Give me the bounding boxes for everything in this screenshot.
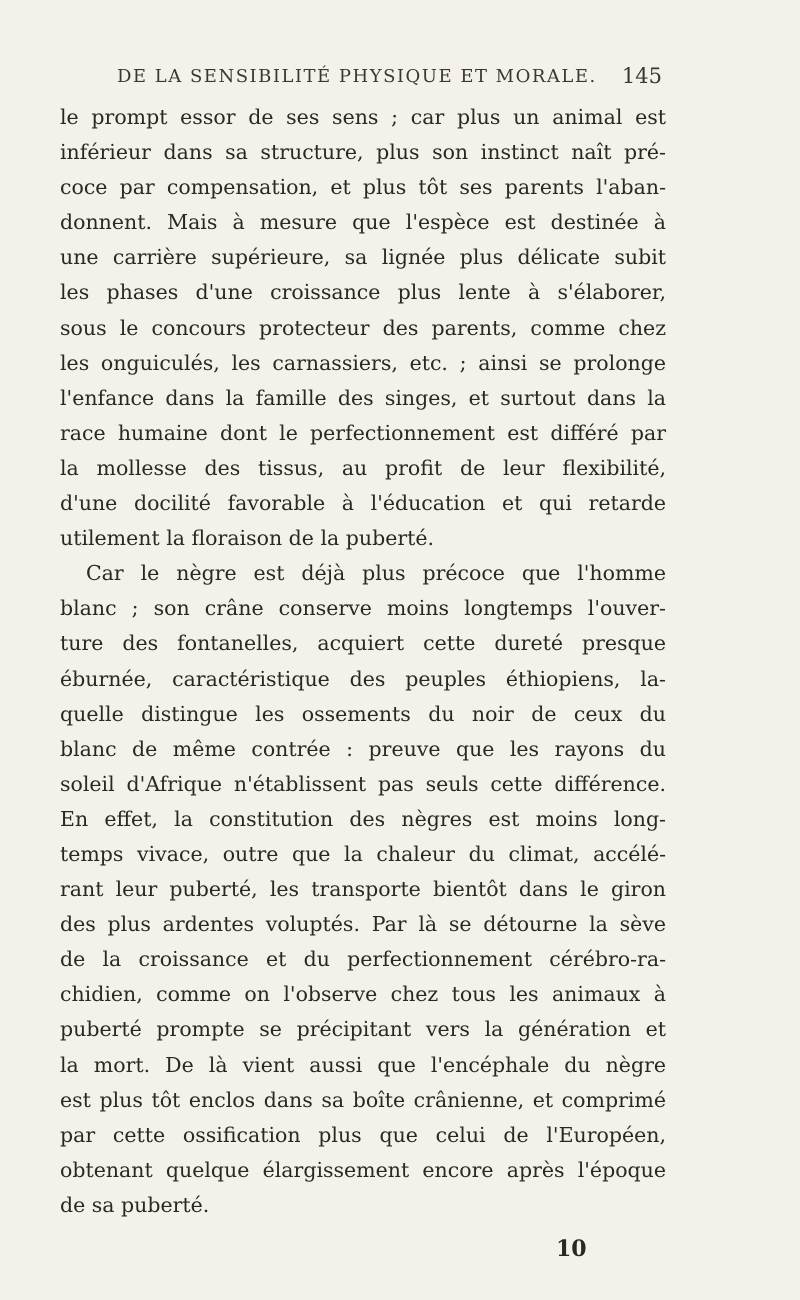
page-header: [117, 62, 662, 92]
text-line: inférieur dans sa structure, plus son instinct naît pré-: [60, 140, 666, 165]
text-line: d'une docilité favorable à l'éducation et qui retarde: [60, 491, 666, 516]
text-line: le prompt essor de ses sens ; car plus un animal est: [60, 105, 666, 129]
body-text: [60, 100, 666, 1223]
text-line: une carrière supérieure, sa lignée plus délicate subit: [60, 245, 666, 270]
text-line: quelle distingue les ossements du noir de ceux du: [60, 701, 666, 726]
text-line: coce par compensation, et plus tôt ses parents l'aban-: [60, 175, 666, 200]
text-line: la mollesse des tissus, au profit de leur flexibilité,: [60, 455, 666, 480]
text-line: est plus tôt enclos dans sa boîte crânienne, et comprimé: [60, 1087, 666, 1112]
signature-mark: 10: [556, 1236, 587, 1262]
text-line: sous le concours protecteur des parents, comme chez: [60, 315, 666, 340]
text-line: soleil d'Afrique n'établissent pas seuls cette différence.: [60, 771, 666, 796]
text-line: de sa puberté.: [60, 1192, 210, 1217]
text-line: puberté prompte se précipitant vers la génération et: [60, 1017, 666, 1042]
text-line: de la croissance et du perfectionnement cérébro-ra-: [60, 947, 666, 972]
text-line: la mort. De là vient aussi que l'encéphale du nègre: [60, 1052, 666, 1077]
text-line: temps vivace, outre que la chaleur du climat, accélé-: [60, 841, 666, 866]
text-line: utilement la floraison de la puberté.: [60, 526, 435, 551]
text-line: chidien, comme on l'observe chez tous les animaux à: [60, 982, 666, 1007]
text-line: Car le nègre est déjà plus précoce que l'homme: [86, 561, 666, 586]
text-line: race humaine dont le perfectionnement est différé par: [60, 420, 666, 445]
running-title: DE LA SENSIBILITÉ PHYSIQUE ET MORALE.: [117, 66, 597, 87]
text-line: les phases d'une croissance plus lente à s'élaborer,: [60, 280, 666, 305]
text-line: obtenant quelque élargissement encore après l'époque: [60, 1157, 666, 1182]
text-line: rant leur puberté, les transporte bientôt dans le giron: [60, 877, 666, 902]
text-line: par cette ossification plus que celui de l'Européen,: [60, 1122, 666, 1147]
page-number: 145: [621, 64, 662, 88]
text-line: éburnée, caractéristique des peuples éthiopiens, la-: [60, 666, 666, 691]
text-line: les onguiculés, les carnassiers, etc. ; ainsi se prolonge: [60, 350, 666, 375]
text-line: blanc ; son crâne conserve moins longtemps l'ouver-: [60, 596, 666, 621]
text-line: donnent. Mais à mesure que l'espèce est destinée à: [60, 210, 666, 235]
text-line: En effet, la constitution des nègres est moins long-: [60, 806, 666, 831]
text-line: des plus ardentes voluptés. Par là se détourne la sève: [60, 912, 666, 937]
text-line: blanc de même contrée : preuve que les rayons du: [60, 736, 666, 761]
text-line: l'enfance dans la famille des singes, et surtout dans la: [60, 385, 666, 410]
text-line: ture des fontanelles, acquiert cette dureté presque: [60, 631, 666, 656]
